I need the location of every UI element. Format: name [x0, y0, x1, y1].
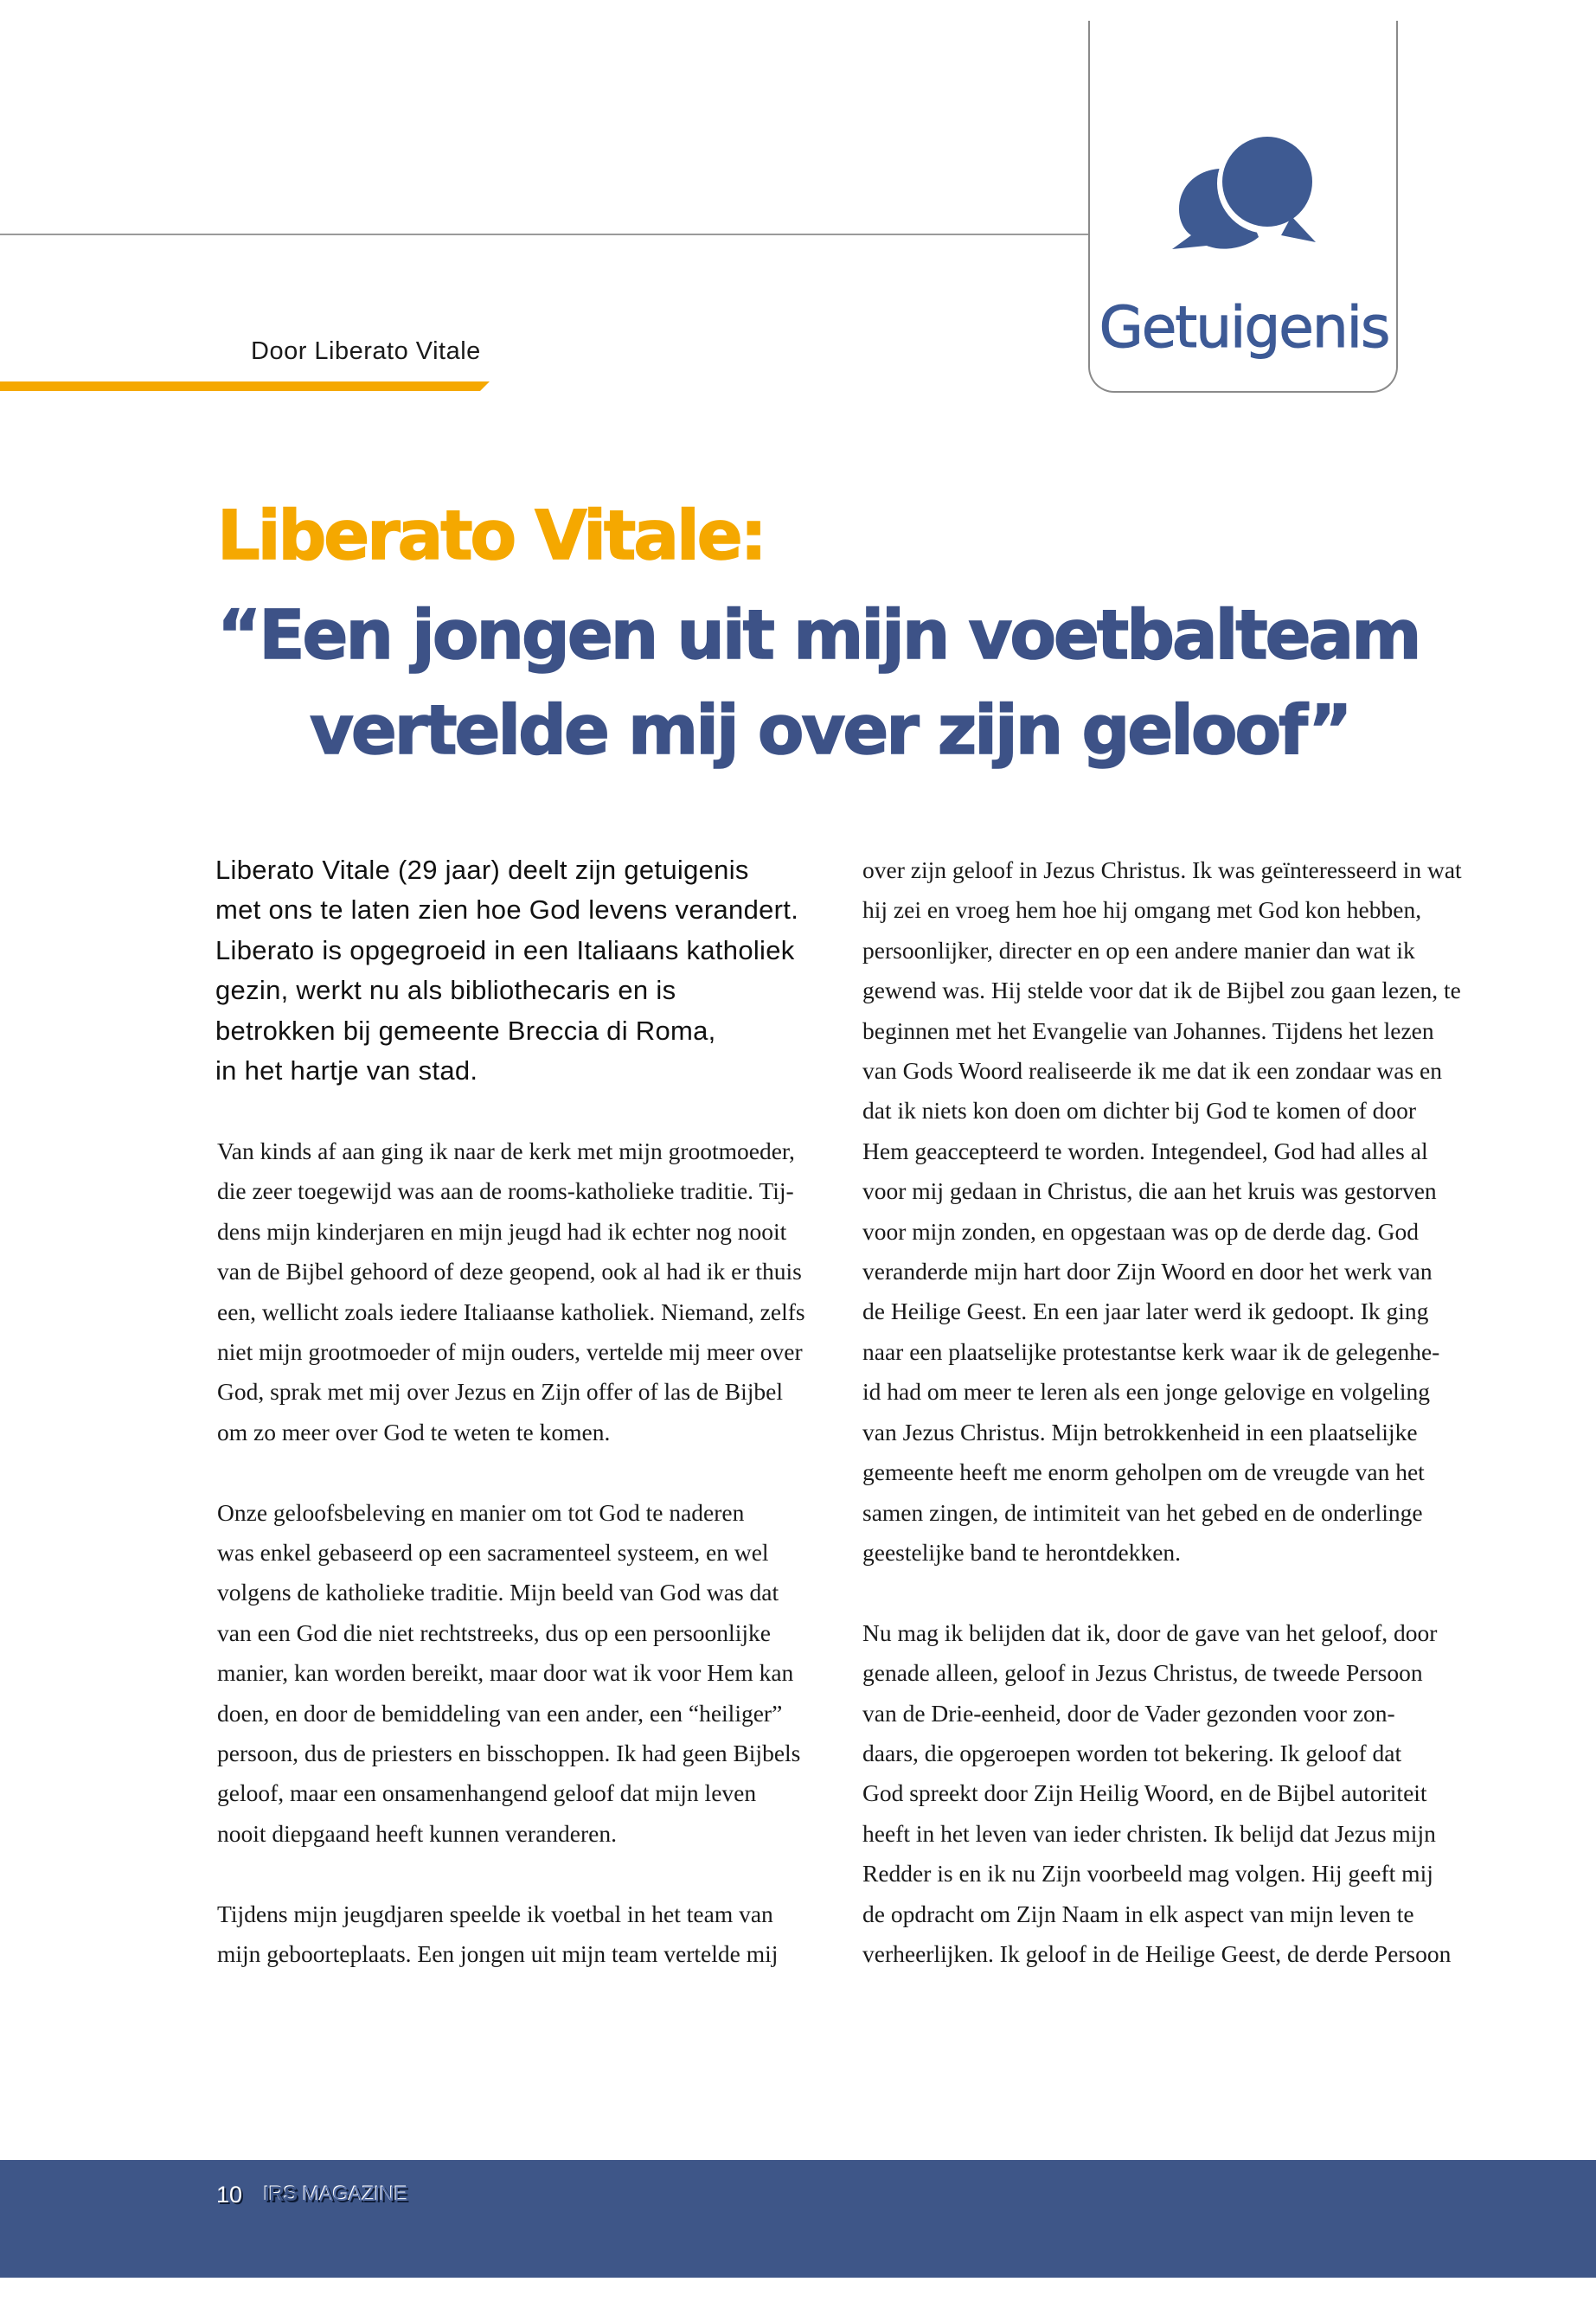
text-line: samen zingen, de intimiteit van het gebed en de onderlinge — [862, 1498, 1423, 1526]
intro-line: Liberato Vitale (29 jaar) deelt zijn getuigenis — [215, 855, 749, 885]
title-quote-line: “Een jongen uit mijn voetbalteam — [217, 597, 1420, 675]
text-line: gemeente heeft me enorm geholpen om de vreugde van het — [862, 1458, 1425, 1486]
page-number: 10 — [216, 2182, 243, 2208]
chat-bubbles-icon — [1172, 130, 1319, 251]
intro-paragraph — [215, 850, 798, 1091]
text-line: Onze geloofsbeleving en manier om tot God te naderen — [217, 1498, 745, 1526]
text-line: doen, en door de bemiddeling van een ander, een “heiliger” — [217, 1699, 783, 1727]
text-line: verheerlijken. Ik geloof in de Heilige Geest, de derde Persoon — [862, 1939, 1452, 1967]
text-line: nooit diepgaand heeft kunnen veranderen. — [217, 1819, 617, 1847]
intro-line: met ons te laten zien hoe God levens verandert. — [215, 894, 799, 926]
text-line: over zijn geloof in Jezus Christus. Ik was geïnteresseerd in wat — [862, 856, 1462, 883]
intro-line: gezin, werkt nu als bibliothecaris en is — [215, 975, 676, 1006]
text-line: Redder is en ik nu Zijn voorbeeld mag volgen. Hij geeft mij — [862, 1860, 1433, 1888]
text-line: mijn geboorteplaats. Een jongen uit mijn team vertelde mij — [217, 1940, 779, 1968]
title-name: Liberato Vitale: — [217, 497, 765, 575]
body-paragraph — [217, 1493, 805, 1855]
section-label: Getuigenis — [1099, 294, 1389, 361]
text-line: Tijdens mijn jeugdjaren speelde ik voetbal in het team van — [217, 1900, 773, 1927]
text-line: van een God die niet rechtstreeks, dus op een persoonlijke — [217, 1618, 771, 1646]
text-line: gewend was. Hij stelde voor dat ik de Bijbel zou gaan lezen, te — [862, 977, 1461, 1004]
body-column-right — [862, 850, 1462, 1974]
text-line: God, sprak met mij over Jezus en Zijn offer of las de Bijbel — [217, 1378, 783, 1406]
text-line: daars, die opgeroepen worden tot bekering. Ik geloof dat — [862, 1739, 1402, 1766]
text-line: van Jezus Christus. Mijn betrokkenheid in een plaatselijke — [862, 1418, 1418, 1445]
text-line: dens mijn kinderjaren en mijn jeugd had ik echter nog nooit — [217, 1217, 787, 1245]
text-line: de Heilige Geest. En een jaar later werd ik gedoopt. Ik ging — [862, 1298, 1429, 1325]
text-line: veranderde mijn hart door Zijn Woord en door het werk van — [862, 1258, 1433, 1285]
text-line: een, wellicht zoals iedere Italiaanse katholiek. Niemand, zelfs — [217, 1298, 805, 1325]
text-line: manier, kan worden bereikt, maar door wat ik voor Hem kan — [217, 1659, 794, 1687]
intro-line: Liberato is opgegroeid in een Italiaans katholiek — [215, 934, 795, 965]
text-line: heeft in het leven van ieder christen. Ik belijd dat Jezus mijn — [862, 1819, 1436, 1847]
text-line: hij zei en vroeg hem hoe hij omgang met God kon hebben, — [862, 896, 1422, 924]
text-line: dat ik niets kon doen om dichter bij God te komen of door — [862, 1097, 1417, 1125]
text-line: voor mijn zonden, en opgestaan was op de derde dag. God — [862, 1217, 1420, 1245]
text-line: id had om meer te leren als een jonge gelovige en volgeling — [862, 1378, 1430, 1406]
text-line: om zo meer over God te weten te komen. — [217, 1418, 611, 1445]
text-line: Hem geaccepteerd te worden. Integendeel, God had alles al — [862, 1137, 1428, 1164]
body-paragraph — [217, 1131, 805, 1452]
top-divider — [0, 234, 1089, 235]
text-line: persoon, dus de priesters en bisschoppen. Ik had geen Bijbels — [217, 1740, 801, 1767]
magazine-brand: IRS — [264, 2182, 298, 2206]
text-line: van de Bijbel gehoord of deze geopend, ook al had ik er thuis — [217, 1258, 802, 1285]
text-line: van de Drie-eenheid, door de Vader gezonden voor zon- — [862, 1699, 1395, 1727]
body-column-left — [217, 1131, 805, 1975]
text-line: persoonlijker, directer en op een andere manier dan wat ik — [862, 936, 1415, 964]
text-line: voor mij gedaan in Christus, die aan het kruis was gestorven — [862, 1177, 1437, 1205]
text-line: van Gods Woord realiseerde ik me dat ik een zondaar was en — [862, 1057, 1443, 1085]
text-line: volgens de katholieke traditie. Mijn beeld van God was dat — [217, 1579, 779, 1606]
title-quote-line: vertelde mij over zijn geloof” — [310, 692, 1350, 770]
text-line: was enkel gebaseerd op een sacramenteel systeem, en wel — [217, 1539, 769, 1567]
text-line: niet mijn grootmoeder of mijn ouders, vertelde mij meer over — [217, 1338, 803, 1366]
text-line: beginnen met het Evangelie van Johannes. Tijdens het lezen — [862, 1016, 1434, 1044]
text-line: die zeer toegewijd was aan de rooms-katholieke traditie. Tij- — [217, 1177, 794, 1205]
text-line: naar een plaatselijke protestantse kerk waar ik de gelegenhe- — [862, 1337, 1440, 1365]
body-paragraph — [862, 850, 1462, 1573]
intro-line: betrokken bij gemeente Breccia di Roma, — [215, 1015, 716, 1046]
body-paragraph — [217, 1894, 805, 1975]
text-line: Van kinds af aan ging ik naar de kerk met mijn grootmoeder, — [217, 1138, 795, 1164]
byline: Door Liberato Vitale — [251, 337, 481, 365]
intro-line: in het hartje van stad. — [215, 1055, 478, 1086]
text-line: Nu mag ik belijden dat ik, door de gave van het geloof, door — [862, 1618, 1438, 1646]
text-line: genade alleen, geloof in Jezus Christus, de tweede Persoon — [862, 1659, 1423, 1687]
footer-band — [0, 2160, 1596, 2278]
magazine-word: MAGAZINE — [302, 2182, 408, 2206]
body-paragraph — [862, 1613, 1462, 1975]
text-line: de opdracht om Zijn Naam in elk aspect van mijn leven te — [862, 1900, 1414, 1927]
magazine-logo — [264, 2182, 407, 2207]
text-line: geloof, maar een onsamenhangend geloof dat mijn leven — [217, 1779, 757, 1807]
text-line: geestelijke band te herontdekken. — [862, 1538, 1182, 1566]
text-line: God spreekt door Zijn Heilig Woord, en de Bijbel autoriteit — [862, 1779, 1427, 1807]
accent-rule — [0, 381, 490, 391]
